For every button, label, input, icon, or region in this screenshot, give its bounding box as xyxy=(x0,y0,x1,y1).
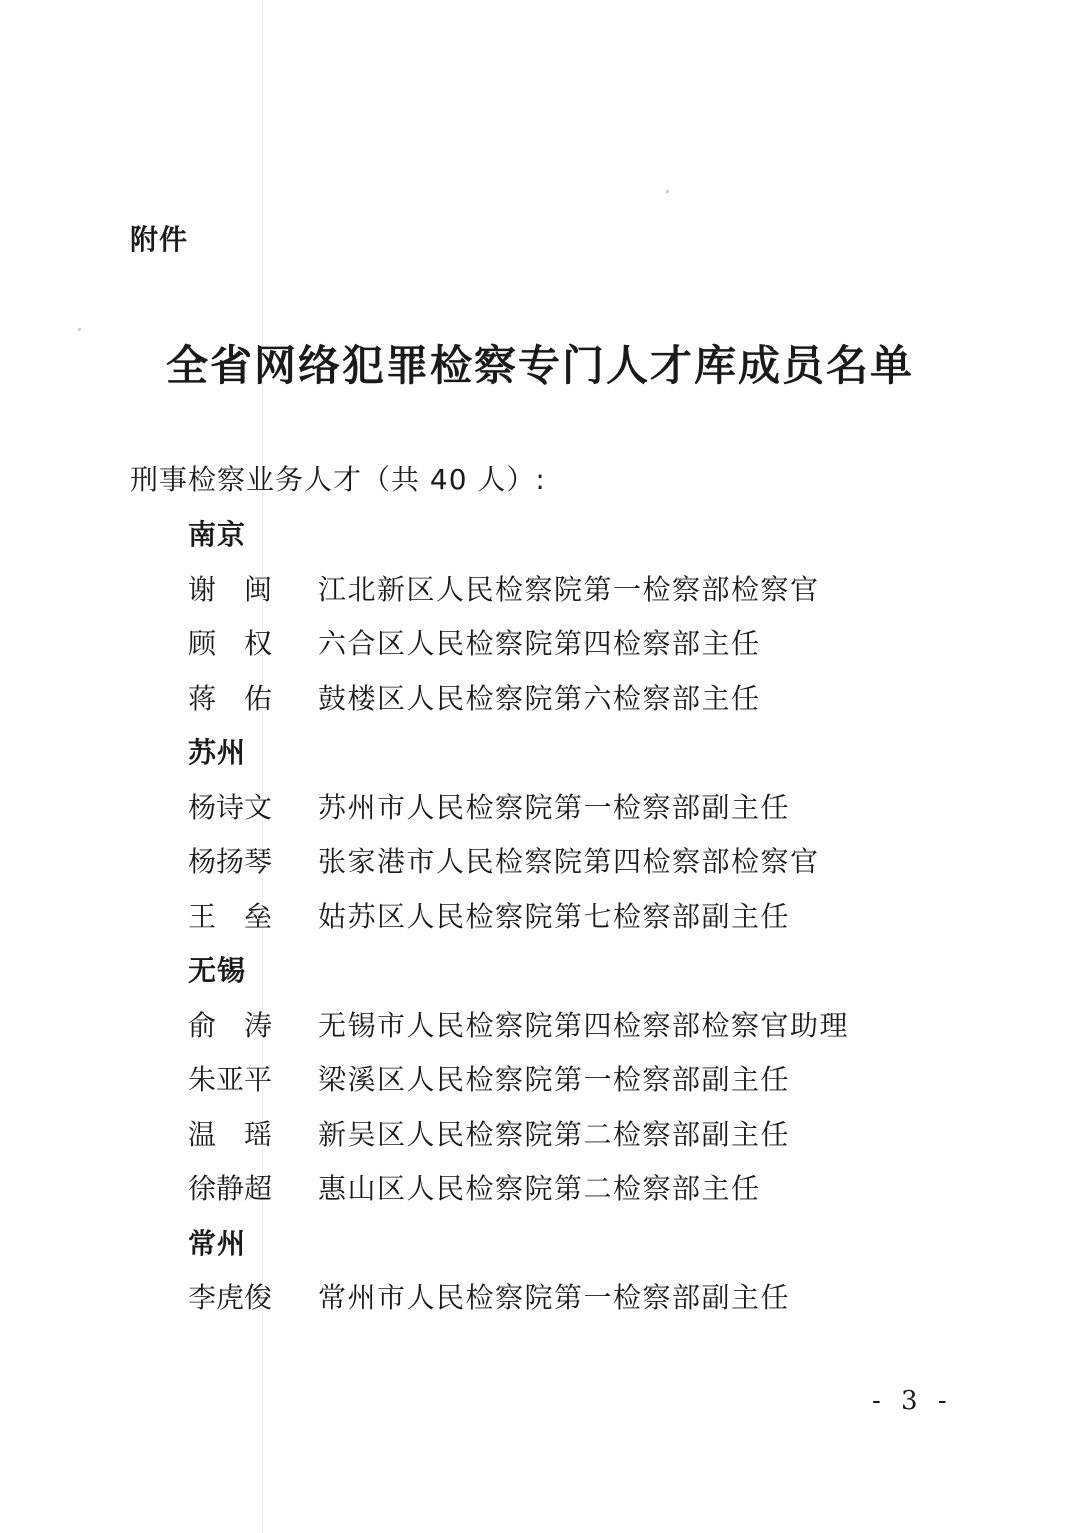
member-position: 六合区人民检察院第四检察部主任 xyxy=(318,627,761,660)
member-name: 蒋佑 xyxy=(188,681,301,715)
member-position: 姑苏区人民检察院第七检察部副主任 xyxy=(318,899,791,933)
member-position: 新吴区人民检察院第二检察部副主任 xyxy=(318,1117,791,1151)
member-position: 梁溪区人民检察院第一检察部副主任 xyxy=(318,1063,791,1096)
member-position: 苏州市人民检察院第一检察部副主任 xyxy=(318,790,791,824)
member-name: 谢闽 xyxy=(188,572,301,606)
scan-speck xyxy=(666,190,669,193)
member-position: 江北新区人民检察院第一检察部检察官 xyxy=(318,572,820,606)
city-row xyxy=(188,944,948,999)
member-row xyxy=(188,617,948,672)
member-row xyxy=(188,1162,948,1217)
member-name: 朱亚平 xyxy=(188,1063,273,1096)
member-row xyxy=(188,1108,948,1163)
member-name: 徐静超 xyxy=(188,1172,273,1205)
member-row xyxy=(188,835,948,890)
member-row xyxy=(188,999,948,1054)
member-position: 鼓楼区人民检察院第六检察部主任 xyxy=(318,681,761,715)
member-name: 俞涛 xyxy=(188,1008,301,1042)
member-row xyxy=(188,672,948,727)
member-row xyxy=(188,563,948,618)
member-row xyxy=(188,1271,948,1326)
city-row xyxy=(188,1217,948,1272)
member-name: 王垒 xyxy=(188,899,301,933)
member-name: 李虎俊 xyxy=(188,1281,273,1314)
city-heading: 常州 xyxy=(188,1226,247,1260)
city-heading: 苏州 xyxy=(188,736,247,769)
member-name: 杨诗文 xyxy=(188,790,273,824)
city-row xyxy=(188,726,948,781)
city-heading: 无锡 xyxy=(188,954,247,987)
member-position: 惠山区人民检察院第二检察部主任 xyxy=(318,1172,761,1205)
city-row xyxy=(188,508,948,563)
member-position: 常州市人民检察院第一检察部副主任 xyxy=(318,1281,791,1314)
member-name: 杨扬琴 xyxy=(188,845,273,878)
member-position: 无锡市人民检察院第四检察部检察官助理 xyxy=(318,1008,850,1042)
member-list xyxy=(188,508,948,1326)
member-name: 顾权 xyxy=(188,627,301,660)
member-position: 张家港市人民检察院第四检察部检察官 xyxy=(318,845,820,878)
member-name: 温瑶 xyxy=(188,1117,301,1151)
page-number: - 3 - xyxy=(872,1386,953,1416)
scan-speck xyxy=(78,328,81,331)
city-heading: 南京 xyxy=(188,518,247,551)
document-title: 全省网络犯罪检察专门人才库成员名单 xyxy=(165,341,914,390)
attachment-label: 附件 xyxy=(130,223,189,256)
member-row xyxy=(188,1053,948,1108)
member-row xyxy=(188,890,948,945)
member-row xyxy=(188,781,948,836)
category-heading: 刑事检察业务人才（共 40 人）: xyxy=(130,463,546,496)
